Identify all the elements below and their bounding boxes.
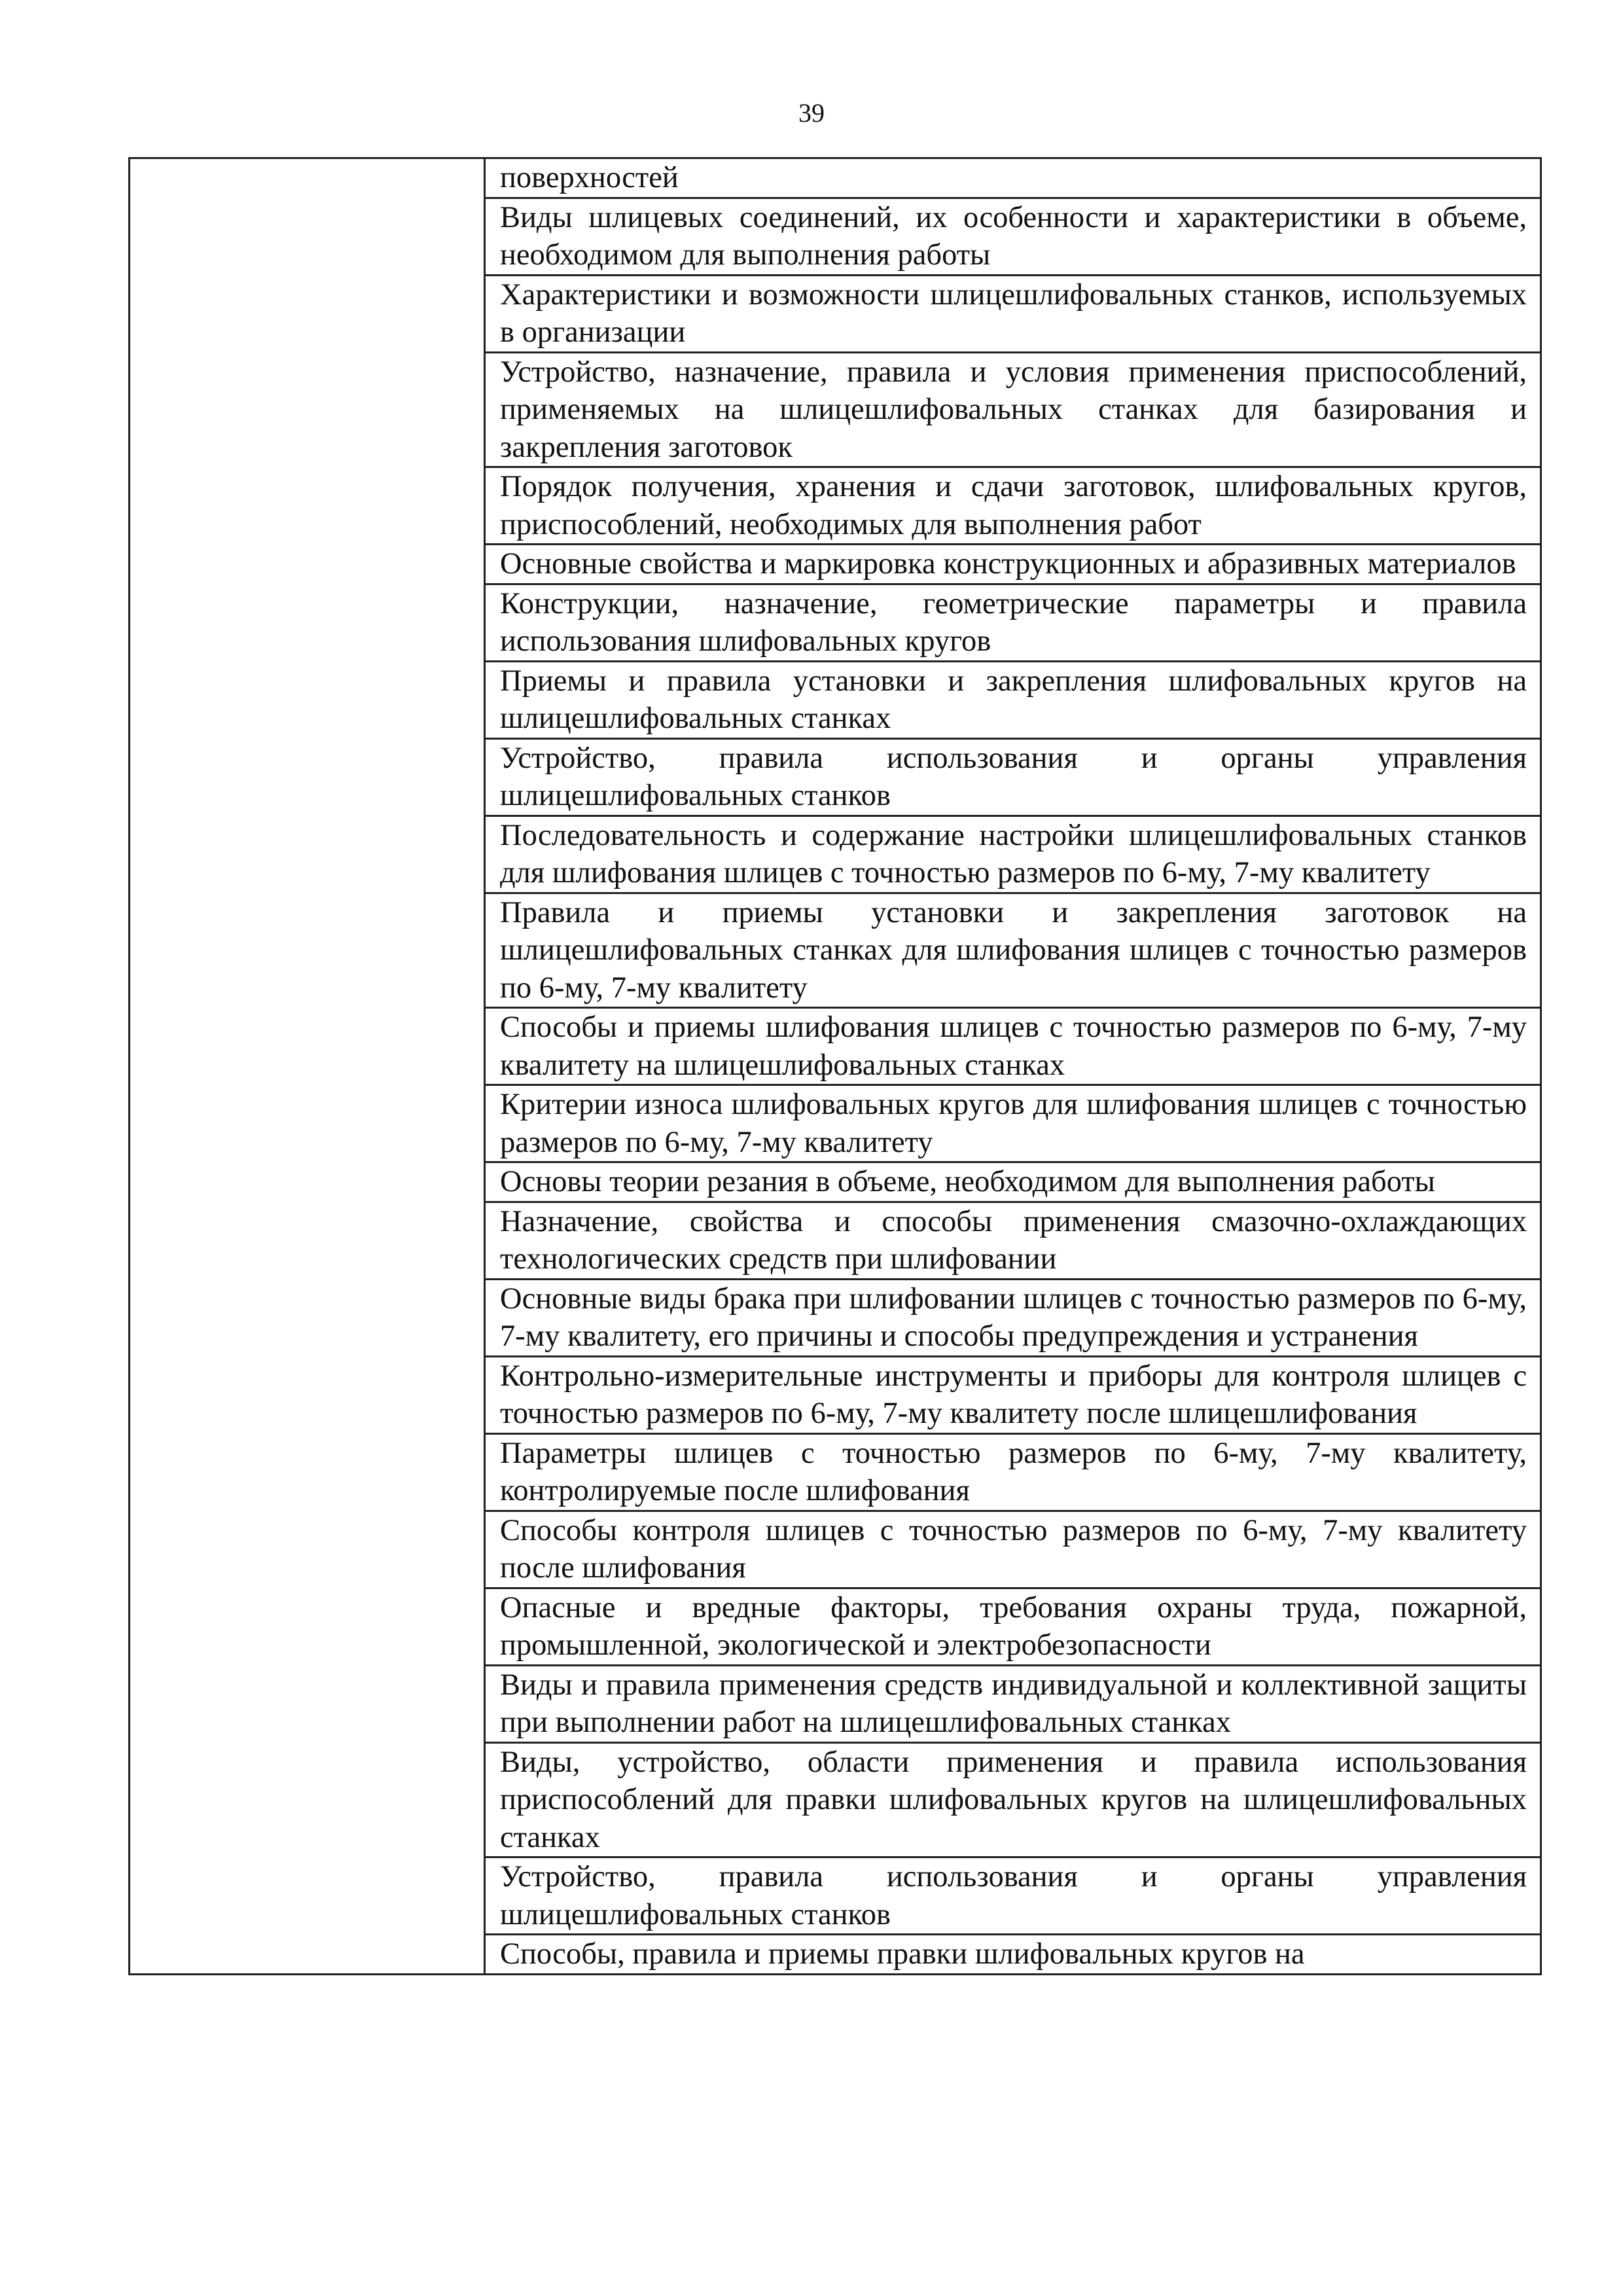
table-cell: Виды, устройство, области применения и правила использования приспособлений для правки шлифовальных кругов на шлицешлифовальных станках bbox=[485, 1742, 1541, 1857]
table-row bbox=[130, 158, 1541, 198]
table-cell: Устройство, назначение, правила и условия применения приспособлений, применяемых на шлицешлифовальных станках для базирования и закрепления заготовок bbox=[485, 352, 1541, 467]
table-cell: Контрольно-измерительные инструменты и приборы для контроля шлицев с точностью размеров по 6-му, 7-му квалитету после шлицешлифования bbox=[485, 1356, 1541, 1433]
table-cell: Устройство, правила использования и органы управления шлицешлифовальных станков bbox=[485, 1857, 1541, 1935]
table-cell: Основы теории резания в объеме, необходимом для выполнения работы bbox=[485, 1162, 1541, 1202]
table-cell: Правила и приемы установки и закрепления заготовок на шлицешлифовальных станках для шлифования шлицев с точностью размеров по 6-му, 7-му квалитету bbox=[485, 893, 1541, 1008]
table-cell: Способы контроля шлицев с точностью размеров по 6-му, 7-му квалитету после шлифования bbox=[485, 1511, 1541, 1588]
table-cell: поверхностей bbox=[485, 158, 1541, 198]
table-cell: Основные свойства и маркировка конструкционных и абразивных материалов bbox=[485, 545, 1541, 584]
table-cell: Опасные и вредные факторы, требования охраны труда, пожарной, промышленной, экологической и электробезопасности bbox=[485, 1588, 1541, 1665]
knowledge-table bbox=[128, 157, 1542, 1975]
table-cell: Порядок получения, хранения и сдачи заготовок, шлифовальных кругов, приспособлений, необходимых для выполнения работ bbox=[485, 467, 1541, 545]
table-cell: Параметры шлицев с точностью размеров по 6-му, 7-му квалитету, контролируемые после шлифования bbox=[485, 1433, 1541, 1511]
table-cell: Конструкции, назначение, геометрические параметры и правила использования шлифовальных кругов bbox=[485, 584, 1541, 661]
table-cell: Способы, правила и приемы правки шлифовальных кругов на bbox=[485, 1935, 1541, 1975]
table-cell: Приемы и правила установки и закрепления шлифовальных кругов на шлицешлифовальных станках bbox=[485, 661, 1541, 738]
table-cell: Характеристики и возможности шлицешлифовальных станков, используемых в организации bbox=[485, 275, 1541, 352]
table-cell: Виды и правила применения средств индивидуальной и коллективной защиты при выполнении работ на шлицешлифовальных станках bbox=[485, 1665, 1541, 1742]
empty-label-cell bbox=[130, 158, 485, 1975]
page-number: 39 bbox=[798, 98, 825, 128]
table-cell: Назначение, свойства и способы применения смазочно-охлаждающих технологических средств при шлифовании bbox=[485, 1202, 1541, 1279]
table-cell: Виды шлицевых соединений, их особенности и характеристики в объеме, необходимом для выполнения работы bbox=[485, 198, 1541, 275]
table-cell: Последовательность и содержание настройки шлицешлифовальных станков для шлифования шлицев с точностью размеров по 6-му, 7-му квалитету bbox=[485, 816, 1541, 893]
table-cell: Устройство, правила использования и органы управления шлицешлифовальных станков bbox=[485, 738, 1541, 816]
table-cell: Способы и приемы шлифования шлицев с точностью размеров по 6-му, 7-му квалитету на шлицешлифовальных станках bbox=[485, 1008, 1541, 1085]
table-cell: Основные виды брака при шлифовании шлицев с точностью размеров по 6-му, 7-му квалитету, его причины и способы предупреждения и устранения bbox=[485, 1279, 1541, 1356]
table-cell: Критерии износа шлифовальных кругов для шлифования шлицев с точностью размеров по 6-му, 7-му квалитету bbox=[485, 1085, 1541, 1162]
